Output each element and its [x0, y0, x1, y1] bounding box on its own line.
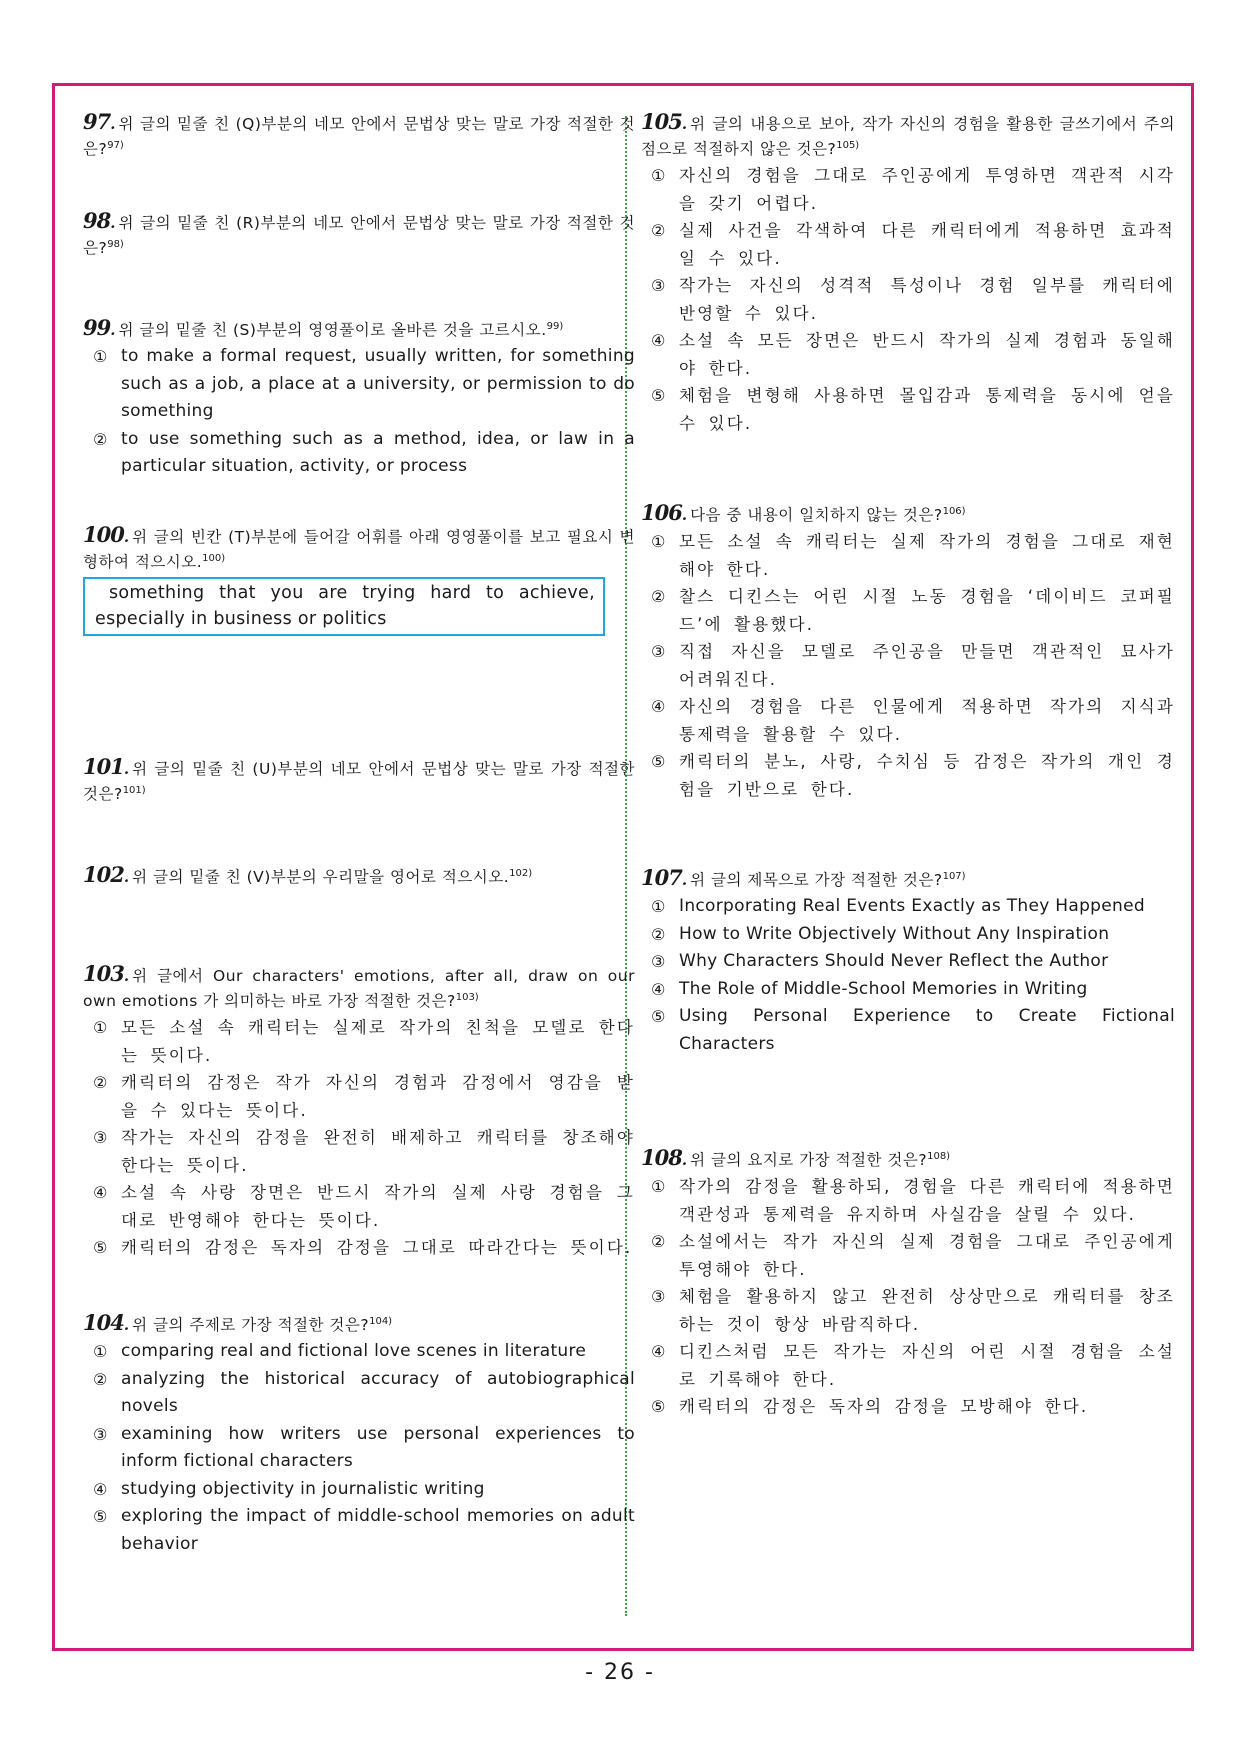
question-prompt — [83, 756, 635, 805]
option-2[interactable]: ② 소설에서는 작가 자신의 실제 경험을 그대로 주인공에게 투영해야 한다. — [651, 1232, 1175, 1279]
footnote-ref: 101) — [122, 785, 146, 796]
option-4[interactable]: ④ 소설 속 모든 장면은 반드시 작가의 실제 경험과 동일해야 한다. — [651, 331, 1175, 378]
prompt-text: 위 글의 밑줄 친 (U)부분의 네모 안에서 문법상 맞는 말로 가장 적절한 것은? — [83, 760, 635, 803]
question-prompt — [641, 1146, 1175, 1171]
prompt-text: 위 글의 내용으로 보아, 작가 자신의 경험을 활용한 글쓰기에서 주의점으로 적절하지 않은 것은? — [641, 115, 1175, 158]
option-1[interactable]: ① 모든 소설 속 캐릭터는 실제로 작가의 친척을 모델로 한다는 뜻이다. — [93, 1018, 635, 1065]
question-prompt — [641, 866, 1175, 891]
option-4[interactable]: ④ The Role of Middle-School Memories in Writing — [651, 978, 1088, 999]
question-prompt — [83, 210, 635, 259]
question-prompt — [83, 111, 635, 160]
prompt-text: 위 글의 밑줄 친 (S)부분의 영영풀이로 올바른 것을 고르시오. — [118, 321, 547, 339]
footnote-ref: 103) — [455, 992, 479, 1003]
question-prompt — [83, 1311, 635, 1336]
option-2[interactable]: ② 찰스 디킨스는 어린 시절 노동 경험을 ‘데이비드 코퍼필드’에 활용했다. — [651, 587, 1175, 634]
footnote-ref: 99) — [546, 321, 564, 332]
question-number: 100. — [83, 522, 129, 547]
question-97 — [83, 111, 635, 160]
question-102 — [83, 863, 635, 888]
option-3[interactable]: ③ 작가는 자신의 성격적 특성이나 경험 일부를 캐릭터에 반영할 수 있다. — [651, 276, 1175, 323]
footnote-ref: 108) — [927, 1151, 951, 1162]
question-number: 103. — [83, 961, 129, 986]
option-4[interactable]: ④ 자신의 경험을 다른 인물에게 적용하면 작가의 지식과 통제력을 활용할 수 있다. — [651, 697, 1175, 744]
options-list — [83, 1014, 635, 1262]
option-1[interactable]: ① Incorporating Real Events Exactly as They Happened — [651, 896, 1145, 916]
option-1[interactable]: ① 작가의 감정을 활용하되, 경험을 다른 캐릭터에 적용하면 객관성과 통제력을 유지하며 사실감을 살릴 수 있다. — [651, 1177, 1175, 1224]
options-list — [83, 1338, 635, 1558]
question-101 — [83, 756, 635, 805]
question-number: 105. — [641, 109, 687, 134]
prompt-text: 다음 중 내용이 일치하지 않는 것은? — [690, 506, 943, 524]
page-number: - 26 - — [585, 1660, 655, 1685]
prompt-text: 위 글의 빈칸 (T)부분에 들어갈 어휘를 아래 영영풀이를 보고 필요시 변형하여 적으시오. — [83, 528, 635, 571]
option-4[interactable]: ④ 디킨스처럼 모든 작가는 자신의 어린 시절 경험을 소설로 기록해야 한다. — [651, 1342, 1175, 1389]
footnote-ref: 107) — [942, 871, 966, 882]
option-5[interactable]: ⑤ 캐릭터의 감정은 독자의 감정을 모방해야 한다. — [651, 1397, 1089, 1416]
option-1[interactable]: ① 모든 소설 속 캐릭터는 실제 작가의 경험을 그대로 재현해야 한다. — [651, 532, 1175, 579]
question-prompt — [641, 111, 1175, 160]
option-2[interactable]: ② How to Write Objectively Without Any Inspiration — [651, 923, 1110, 944]
option-4[interactable]: ④ studying objectivity in journalistic writing — [93, 1478, 485, 1499]
question-100 — [83, 524, 635, 636]
question-99 — [83, 316, 635, 481]
option-2[interactable]: ② analyzing the historical accuracy of autobiographical novels — [93, 1368, 635, 1416]
question-number: 97. — [83, 109, 115, 134]
definition-text: something that you are trying hard to achieve, especially in business or politics — [95, 583, 595, 629]
question-number: 98. — [83, 208, 115, 233]
prompt-text: 위 글의 밑줄 친 (V)부분의 우리말을 영어로 적으시오. — [132, 868, 510, 886]
option-2[interactable]: ② 캐릭터의 감정은 작가 자신의 경험과 감정에서 영감을 받을 수 있다는 뜻이다. — [93, 1073, 635, 1120]
question-prompt — [83, 316, 635, 341]
question-number: 99. — [83, 315, 115, 340]
option-4[interactable]: ④ 소설 속 사랑 장면은 반드시 작가의 실제 사랑 경험을 그대로 반영해야 한다는 뜻이다. — [93, 1183, 635, 1230]
option-2[interactable]: ② to use something such as a method, idea, or law in a particular situation, activity, or process — [93, 428, 635, 476]
options-list — [83, 343, 635, 481]
option-1[interactable]: ① comparing real and fictional love scenes in literature — [93, 1341, 587, 1361]
prompt-text: 위 글에서 Our characters' emotions, after all, draw on our own emotions 가 의미하는 바로 가장 적절한 것은? — [83, 967, 635, 1010]
question-prompt — [83, 524, 635, 573]
footnote-ref: 97) — [107, 140, 124, 151]
footnote-ref: 104) — [369, 1316, 393, 1327]
option-5[interactable]: ⑤ Using Personal Experience to Create Fictional Characters — [651, 1006, 1175, 1054]
page-frame — [52, 83, 1194, 1651]
option-5[interactable]: ⑤ exploring the impact of middle-school memories on adult behavior — [93, 1506, 635, 1554]
question-number: 106. — [641, 500, 687, 525]
option-3[interactable]: ③ Why Characters Should Never Reflect the Author — [651, 951, 1109, 971]
options-list — [641, 162, 1175, 437]
question-107 — [641, 866, 1175, 1058]
option-3[interactable]: ③ 작가는 자신의 감정을 완전히 배제하고 캐릭터를 창조해야 한다는 뜻이다. — [93, 1128, 635, 1175]
question-103 — [83, 963, 635, 1262]
footnote-ref: 100) — [202, 553, 226, 564]
option-1[interactable]: ① 자신의 경험을 그대로 주인공에게 투영하면 객관적 시각을 갖기 어렵다. — [651, 166, 1175, 213]
option-3[interactable]: ③ examining how writers use personal experiences to inform fictional characters — [93, 1423, 635, 1471]
option-1[interactable]: ① to make a formal request, usually written, for something such as a job, a place at a university, or permission to do something — [93, 346, 635, 421]
question-prompt — [641, 501, 1175, 526]
options-list — [641, 528, 1175, 803]
option-2[interactable]: ② 실제 사건을 각색하여 다른 캐릭터에게 적용하면 효과적일 수 있다. — [651, 221, 1175, 268]
option-5[interactable]: ⑤ 체험을 변형해 사용하면 몰입감과 통제력을 동시에 얻을 수 있다. — [651, 386, 1175, 433]
prompt-text: 위 글의 밑줄 친 (R)부분의 네모 안에서 문법상 맞는 말로 가장 적절한 것은? — [83, 214, 635, 257]
footnote-ref: 106) — [942, 506, 966, 517]
question-number: 104. — [83, 1310, 129, 1335]
question-105 — [641, 111, 1175, 437]
prompt-text: 위 글의 주제로 가장 적절한 것은? — [132, 1316, 370, 1334]
prompt-text: 위 글의 밑줄 친 (Q)부분의 네모 안에서 문법상 맞는 말로 가장 적절한 것은? — [83, 115, 635, 158]
option-5[interactable]: ⑤ 캐릭터의 감정은 독자의 감정을 그대로 따라간다는 뜻이다. — [93, 1238, 633, 1257]
question-prompt — [83, 963, 635, 1012]
options-list — [641, 893, 1175, 1058]
question-106 — [641, 501, 1175, 803]
definition-box — [83, 577, 605, 636]
footnote-ref: 98) — [107, 239, 124, 250]
prompt-text: 위 글의 제목으로 가장 적절한 것은? — [690, 871, 943, 889]
option-5[interactable]: ⑤ 캐릭터의 분노, 사랑, 수치심 등 감정은 작가의 개인 경험을 기반으로 한다. — [651, 752, 1175, 799]
question-number: 108. — [641, 1145, 687, 1170]
footnote-ref: 105) — [836, 140, 860, 151]
question-104 — [83, 1311, 635, 1558]
footnote-ref: 102) — [509, 868, 533, 879]
question-98 — [83, 210, 635, 259]
option-3[interactable]: ③ 체험을 활용하지 않고 완전히 상상만으로 캐릭터를 창조하는 것이 항상 바람직하다. — [651, 1287, 1175, 1334]
question-number: 107. — [641, 865, 687, 890]
option-3[interactable]: ③ 직접 자신을 모델로 주인공을 만들면 객관적인 묘사가 어려워진다. — [651, 642, 1175, 689]
prompt-text: 위 글의 요지로 가장 적절한 것은? — [690, 1151, 928, 1169]
options-list — [641, 1173, 1175, 1421]
question-number: 102. — [83, 862, 129, 887]
question-prompt — [83, 863, 635, 888]
question-108 — [641, 1146, 1175, 1421]
question-number: 101. — [83, 754, 129, 779]
